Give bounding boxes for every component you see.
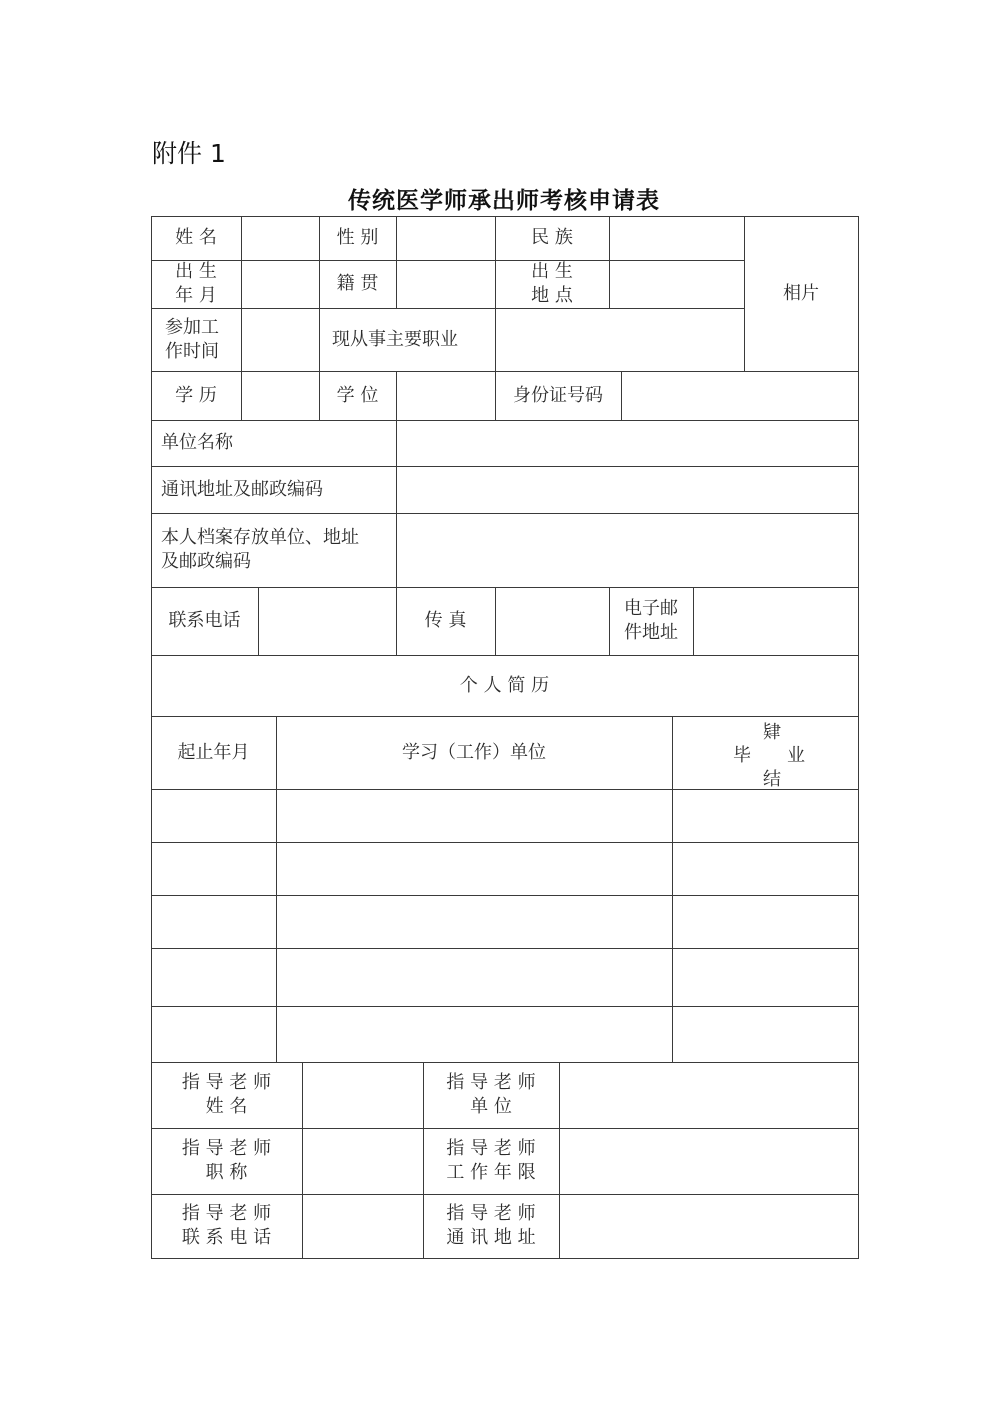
label-address-postcode: 通讯地址及邮政编码 <box>161 478 323 500</box>
input-birth-date[interactable] <box>241 260 319 308</box>
resume-row-3-unit[interactable] <box>276 895 672 948</box>
label-fax: 传 真 <box>424 610 467 631</box>
label-name: 姓 名 <box>175 227 217 248</box>
input-current-occupation[interactable] <box>495 308 744 371</box>
resume-row-5-status[interactable] <box>672 1006 858 1062</box>
resume-row-4-period[interactable] <box>151 948 276 1006</box>
input-mentor-years[interactable] <box>559 1128 858 1194</box>
input-mentor-unit[interactable] <box>559 1062 858 1128</box>
label-gender: 性 别 <box>336 227 379 248</box>
resume-row-2-status[interactable] <box>672 842 858 895</box>
resume-status-top: 肄 <box>763 722 781 743</box>
resume-status-bottom: 结 <box>763 769 781 790</box>
table-line <box>151 1258 859 1259</box>
input-name[interactable] <box>241 216 319 260</box>
photo-box[interactable]: 相片 <box>783 282 819 304</box>
attachment-label: 附件 1 <box>152 139 226 168</box>
input-employer[interactable] <box>396 420 858 466</box>
resume-row-2-unit[interactable] <box>276 842 672 895</box>
resume-row-4-unit[interactable] <box>276 948 672 1006</box>
label-email: 电子邮 件地址 <box>624 598 678 643</box>
label-mentor-title: 指 导 老 师 职 称 <box>181 1138 272 1183</box>
label-mentor-phone: 指 导 老 师 联 系 电 话 <box>181 1203 272 1248</box>
input-mentor-title[interactable] <box>302 1128 423 1194</box>
resume-row-5-period[interactable] <box>151 1006 276 1062</box>
input-work-start[interactable] <box>241 308 319 371</box>
resume-row-2-period[interactable] <box>151 842 276 895</box>
input-mentor-phone[interactable] <box>302 1194 423 1258</box>
input-fax[interactable] <box>495 587 609 655</box>
label-native-place: 籍 贯 <box>336 273 379 294</box>
label-mentor-name: 指 导 老 师 姓 名 <box>181 1072 272 1117</box>
input-gender[interactable] <box>396 216 495 260</box>
resume-row-4-status[interactable] <box>672 948 858 1006</box>
resume-section-title: 个 人 简 历 <box>459 674 550 696</box>
resume-row-1-unit[interactable] <box>276 789 672 842</box>
label-mentor-unit: 指 导 老 师 单 位 <box>446 1072 536 1117</box>
label-ethnicity: 民 族 <box>531 227 573 248</box>
resume-col-status <box>672 716 858 789</box>
label-degree: 学 位 <box>336 384 379 406</box>
resume-row-3-status[interactable] <box>672 895 858 948</box>
input-archive-location[interactable] <box>396 513 858 587</box>
label-birth-date: 出 生 年 月 <box>175 261 217 306</box>
label-phone: 联系电话 <box>168 610 241 631</box>
resume-col-unit: 学习（工作）单位 <box>402 741 546 763</box>
resume-row-1-period[interactable] <box>151 789 276 842</box>
label-work-start: 参加工 作时间 <box>165 316 219 362</box>
resume-row-3-period[interactable] <box>151 895 276 948</box>
input-email[interactable] <box>693 587 858 655</box>
input-degree[interactable] <box>396 371 495 420</box>
input-native-place[interactable] <box>396 260 495 308</box>
resume-row-1-status[interactable] <box>672 789 858 842</box>
input-phone[interactable] <box>258 587 396 655</box>
label-archive-location: 本人档案存放单位、地址 及邮政编码 <box>161 527 359 572</box>
resume-col-period: 起止年月 <box>177 741 250 763</box>
label-mentor-address: 指 导 老 师 通 讯 地 址 <box>446 1203 536 1248</box>
label-id-number: 身份证号码 <box>513 384 603 406</box>
input-mentor-name[interactable] <box>302 1062 423 1128</box>
input-birth-place[interactable] <box>609 260 744 308</box>
resume-row-5-unit[interactable] <box>276 1006 672 1062</box>
form-title: 传统医学师承出师考核申请表 <box>348 187 660 214</box>
label-employer: 单位名称 <box>161 432 233 453</box>
input-address-postcode[interactable] <box>396 466 858 513</box>
label-current-occupation: 现从事主要职业 <box>332 328 458 350</box>
input-education[interactable] <box>241 371 319 420</box>
label-birth-place: 出 生 地 点 <box>531 261 573 306</box>
label-mentor-years: 指 导 老 师 工 作 年 限 <box>446 1138 536 1183</box>
input-mentor-address[interactable] <box>559 1194 858 1258</box>
table-line <box>858 216 859 1259</box>
input-id-number[interactable] <box>621 371 858 420</box>
resume-status-mid: 毕 业 <box>733 745 805 766</box>
input-ethnicity[interactable] <box>609 216 744 260</box>
label-education: 学 历 <box>175 384 217 406</box>
